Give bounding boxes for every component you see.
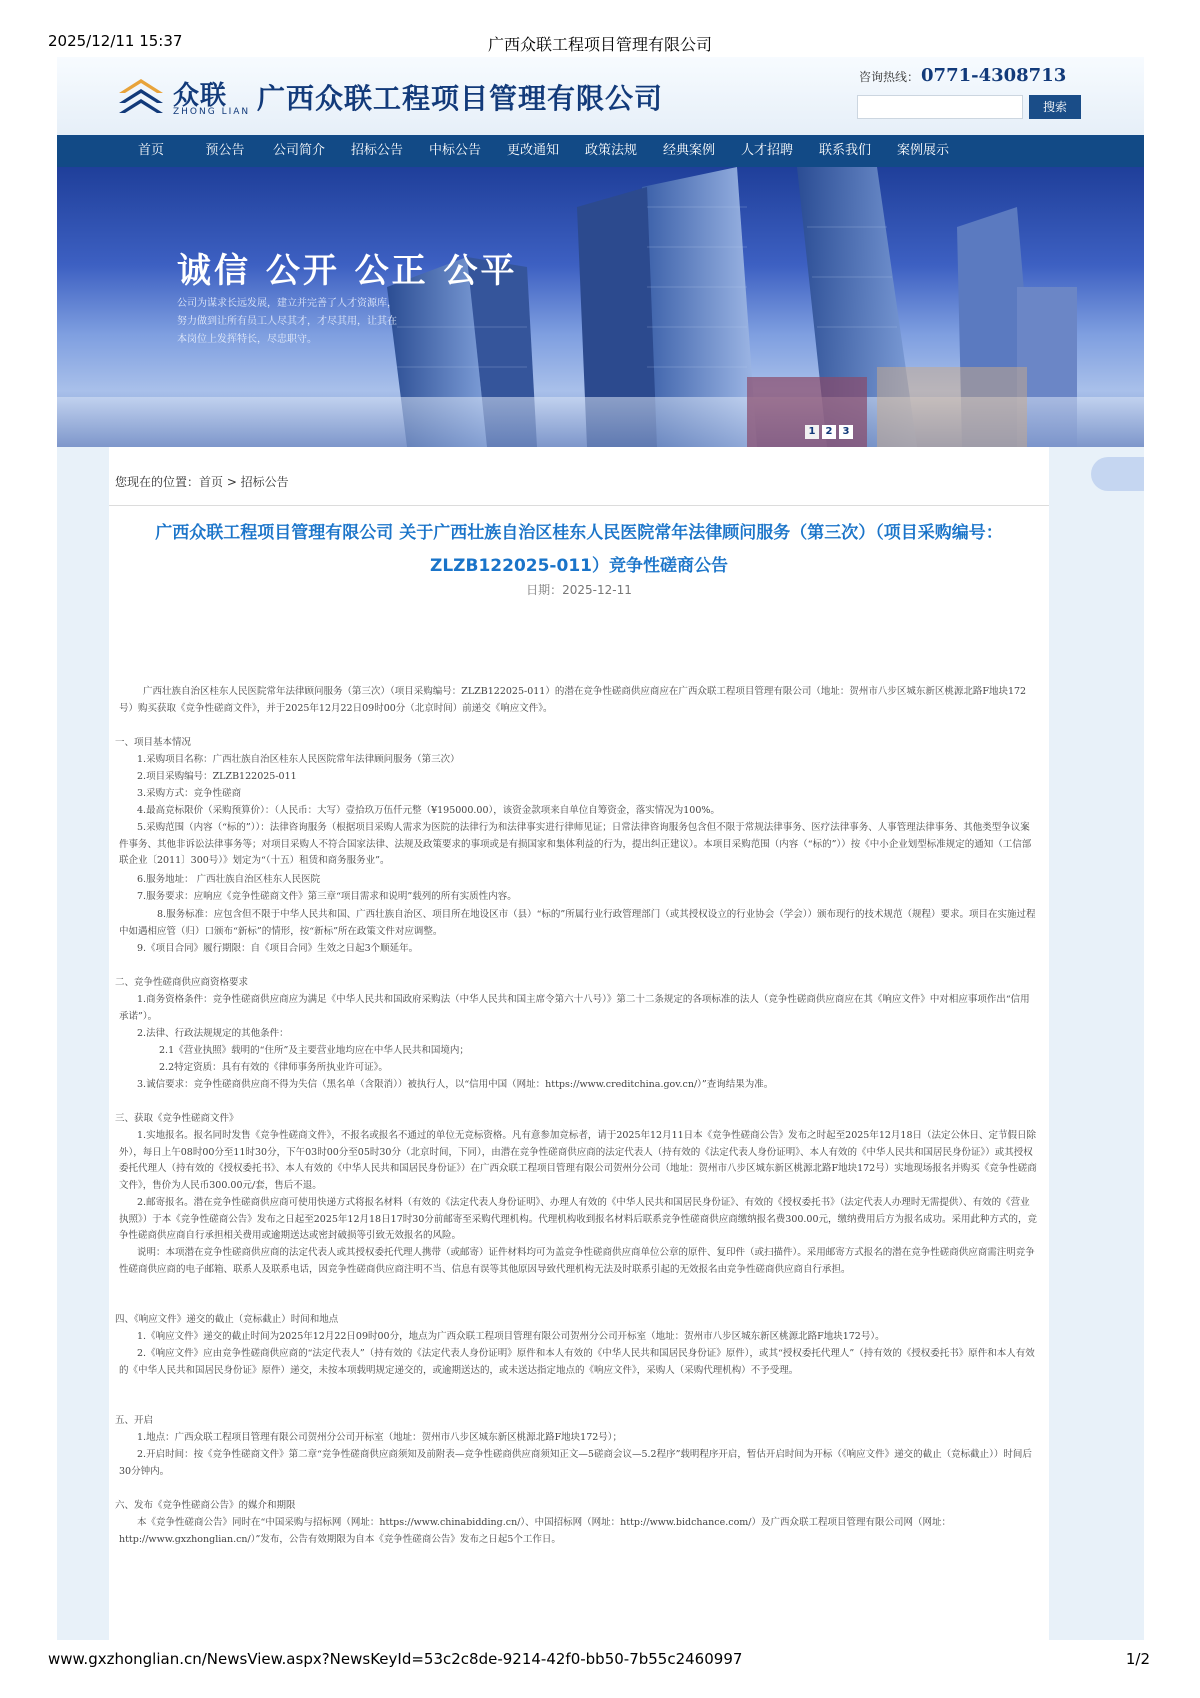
- nav-showcase[interactable]: 案例展示: [896, 143, 949, 158]
- logo-english: ZHONG LIAN: [173, 107, 251, 117]
- nav-cases[interactable]: 经典案例: [662, 143, 715, 158]
- paragraph: 2.邮寄报名。潜在竞争性磋商供应商可使用快递方式将报名材料（有效的《法定代表人身份证明》、办理人有效的《中华人民共和国居民身份证》、有效的《授权委托书》（法定代表人办理时无需提供）、有效的《营业执照》）于本《竞争性磋商公告》发布之日起至2025年12月18日17时30分前邮寄至采购代理机构。代理机构收到报名材料后联系竞争性磋商供应商缴纳报名费300.00元，缴纳费用后方为报名成功。采用此种方式的，竞争性磋商供应商自行承担相关费用或逾期送达或密封破损等引致无效报名的风险。: [119, 1197, 1038, 1241]
- paragraph: 本《竞争性磋商公告》同时在“中国采购与招标网（网址：https://www.chinabidding.cn/）、中国招标网（网址：http://www.bidchance.com/）及广西众联工程项目管理有限公司网（网址：http://www.gxzhonglian.cn/）”发布，公告有效期限为自本《竞争性磋商公告》发布之日起5个工作日。: [119, 1517, 952, 1545]
- nav-home[interactable]: 首页: [137, 143, 164, 158]
- section-heading: 四、《响应文件》递交的截止（竞标截止）时间和地点: [115, 1314, 339, 1325]
- nav-policy[interactable]: 政策法规: [584, 143, 637, 158]
- banner: [57, 167, 1144, 447]
- slide-dot-1[interactable]: 1: [805, 425, 819, 439]
- print-url: www.gxzhonglian.cn/NewsView.aspx?NewsKeyId=53c2c8de-9214-42f0-bb50-7b55c2460997: [48, 1650, 743, 1668]
- section-heading: 六、发布《竞争性磋商公告》的媒介和期限: [115, 1500, 296, 1511]
- banner-subtext: 公司为谋求长远发展，建立并完善了人才资源库，努力做到让所有员工人尽其才，才尽其用，让其在本岗位上发挥特长，尽忠职守。: [177, 298, 397, 345]
- section-heading: 二、竞争性磋商供应商资格要求: [115, 977, 249, 988]
- paragraph: 2.项目采购编号：ZLZB122025-011: [137, 771, 297, 782]
- search-input[interactable]: [857, 95, 1023, 119]
- paragraph: 1.实地报名。报名同时发售《竞争性磋商文件》，不报名或报名不通过的单位无竞标资格。凡有意参加竞标者，请于2025年12月11日本《竞争性磋商公告》发布之时起至2025年12月18日（法定公休日、定节假日除外），每日上午08时00分至11时30分，下午03时00分至05时30分（北京时间，下同），由潜在竞争性磋商供应商的法定代表人（持有效的《法定代表人身份证明》、本人有效的《中华人民共和国居民身份证》）或其授权委托代理人（持有效的《授权委托书》、本人有效的《中华人民共和国居民身份证》）在广西众联工程项目管理有限公司贺州分公司（地址：贺州市八步区城东新区桃源北路F地块172号）实地现场报名并购买《竞争性磋商文件》，售价为人民币300.00元/套，售后不退。: [119, 1130, 1037, 1191]
- hotline: [859, 65, 1066, 86]
- print-page-title: 广西众联工程项目管理有限公司: [487, 35, 712, 54]
- banner-slogan: 诚信 公开 公正 公平: [177, 251, 518, 291]
- paragraph: 7.服务要求：应响应《竞争性磋商文件》第三章“项目需求和说明”载列的所有实质性内容。: [137, 891, 517, 902]
- print-footer: [0, 1648, 1200, 1688]
- paragraph: 2.开启时间：按《竞争性磋商文件》第二章“竞争性磋商供应商须知及前附表—竞争性磋商供应商须知正文—5磋商会议—5.2程序”载明程序开启，暂估开启时间为开标（《响应文件》递交的截止（竞标截止））时间后30分钟内。: [119, 1449, 1032, 1477]
- print-header: [0, 0, 1200, 56]
- paragraph: 1.《响应文件》递交的截止时间为2025年12月22日09时00分，地点为广西众联工程项目管理有限公司贺州分公司开标室（地址：贺州市八步区城东新区桃源北路F地块172号）。: [137, 1331, 885, 1342]
- slide-pager: [805, 419, 856, 439]
- article-title: 广西众联工程项目管理有限公司 关于广西壮族自治区桂东人民医院常年法律顾问服务（第三次）（项目采购编号：ZLZB122025-011）竞争性磋商公告: [155, 523, 1003, 576]
- paragraph: 广西壮族自治区桂东人民医院常年法律顾问服务（第三次）（项目采购编号：ZLZB122025-011）的潜在竞争性磋商供应商应在广西众联工程项目管理有限公司（地址：贺州市八步区城东新区桃源北路F地块172号）购买获取《竞争性磋商文件》，并于2025年12月22日09时00分（北京时间）前递交《响应文件》。: [119, 686, 1027, 714]
- nav-tender-notice[interactable]: 招标公告: [350, 143, 403, 158]
- paragraph: 8.服务标准：应包含但不限于中华人民共和国、广西壮族自治区、项目所在地设区市（县）“标的”所属行业行政管理部门（或其授权设立的行业协会（学会））颁布现行的技术规范（规程）要求。项目在实施过程中如遇相应管（归）口颁布“新标”的情形，按“新标”所在政策文件对应调整。: [119, 909, 1036, 937]
- logo-icon: [117, 77, 165, 117]
- paragraph: 1.商务资格条件：竞争性磋商供应商应为满足《中华人民共和国政府采购法（中华人民共和国主席令第六十八号）》第二十二条规定的各项标准的法人（竞争性磋商供应商应在其《响应文件》中对相应事项作出“信用承诺”）。: [119, 994, 1030, 1022]
- site-header: [57, 57, 1144, 135]
- paragraph: 2.2特定资质：具有有效的《律师事务所执业许可证》。: [159, 1062, 388, 1073]
- paragraph: 3.诚信要求：竞争性磋商供应商不得为失信（黑名单（含限消））被执行人，以“信用中国（网址：https://www.creditchina.gov.cn/）”查询结果为准。: [137, 1079, 774, 1090]
- article-date: 日期：2025-12-11: [526, 583, 632, 597]
- breadcrumb: 您现在的位置：首页 > 招标公告: [115, 475, 289, 489]
- nav-award-notice[interactable]: 中标公告: [428, 143, 481, 158]
- nav-pre-notice[interactable]: 预公告: [205, 143, 245, 158]
- hotline-number: 0771-4308713: [921, 65, 1067, 86]
- main-nav: [57, 135, 1144, 167]
- paragraph: 4.最高竞标限价（采购预算价）：（人民币：大写）壹拾玖万伍仟元整（¥195000.00），该资金款项来自单位自筹资金，落实情况为100%。: [137, 805, 720, 816]
- paragraph: 3.采购方式：竞争性磋商: [137, 788, 242, 799]
- paragraph: 2.《响应文件》应由竞争性磋商供应商的“法定代表人”（持有效的《法定代表人身份证明》原件和本人有效的《中华人民共和国居民身份证》原件），或其“授权委托代理人”（持有效的《授权委托书》原件和本人有效的《中华人民共和国居民身份证》原件）递交，未按本项载明规定递交的，或逾期送达的，或未送达指定地点的《响应文件》，采购人（采购代理机构）不予受理。: [119, 1348, 1035, 1376]
- paragraph: 2.法律、行政法规规定的其他条件：: [137, 1028, 289, 1039]
- slide-dot-2[interactable]: 2: [822, 425, 836, 439]
- nav-contact[interactable]: 联系我们: [818, 143, 871, 158]
- logo-text: 众联: [173, 81, 228, 111]
- paragraph: 2.1《营业执照》载明的“住所”及主要营业地均应在中华人民共和国境内；: [159, 1045, 469, 1056]
- website: [57, 57, 1144, 1640]
- paragraph: 6.服务地址： 广西壮族自治区桂东人民医院: [137, 874, 321, 885]
- nav-careers[interactable]: 人才招聘: [740, 143, 793, 158]
- paragraph: 说明：本项潜在竞争性磋商供应商的法定代表人或其授权委托代理人携带（或邮寄）证件材料均可为盖竞争性磋商供应商单位公章的原件、复印件（或扫描件）。采用邮寄方式报名的潜在竞争性磋商供应商需注明竞争性磋商供应商的电子邮箱、联系人及联系电话，因竞争性磋商供应商注明不当、信息有误等其他原因导致代理机构无法及时联系引起的无效报名由竞争性磋商供应商自行承担。: [119, 1247, 1035, 1275]
- search-button[interactable]: 搜索: [1029, 95, 1081, 119]
- paragraph: 9.《项目合同》履行期限：自《项目合同》生效之日起3个顺延年。: [137, 943, 419, 954]
- section-heading: 五、开启: [115, 1415, 154, 1426]
- floating-tab[interactable]: [1091, 457, 1144, 491]
- divider: [109, 505, 1049, 506]
- paragraph: 5.采购范围（内容（“标的”））：法律咨询服务（根据项目采购人需求为医院的法律行为和法律事实进行律师见证；日常法律咨询服务包含但不限于常规法律事务、医疗法律事务、人事管理法律事务、其他类型争议案件事务、其他非诉讼法律事务等；对项目采购人不符合国家法律、法规及政策要求的事项或是有损国家和集体利益的行为，提出纠正建议）。本项目采购范围（内容（“标的”））按《中小企业划型标准规定的通知（工信部联企业〔2011〕300号）》划定为“（十五）租赁和商务服务业”。: [119, 822, 1032, 866]
- paragraph: 1.采购项目名称：广西壮族自治区桂东人民医院常年法律顾问服务（第三次）: [137, 754, 460, 765]
- section-heading: 一、项目基本情况: [115, 737, 192, 748]
- content-panel: [109, 447, 1049, 1640]
- paragraph: 1.地点：广西众联工程项目管理有限公司贺州分公司开标室（地址：贺州市八步区城东新区桃源北路F地块172号）；: [137, 1432, 623, 1443]
- nav-change-notice[interactable]: 更改通知: [506, 143, 559, 158]
- section-heading: 三、获取《竞争性磋商文件》: [115, 1113, 239, 1124]
- company-name: 广西众联工程项目管理有限公司: [257, 82, 664, 115]
- hotline-label: 咨询热线：: [859, 70, 920, 84]
- print-datetime: 2025/12/11 15:37: [48, 32, 183, 50]
- print-page-number: 1/2: [1125, 1650, 1150, 1668]
- nav-about[interactable]: 公司简介: [272, 143, 325, 158]
- slide-dot-3[interactable]: 3: [839, 425, 853, 439]
